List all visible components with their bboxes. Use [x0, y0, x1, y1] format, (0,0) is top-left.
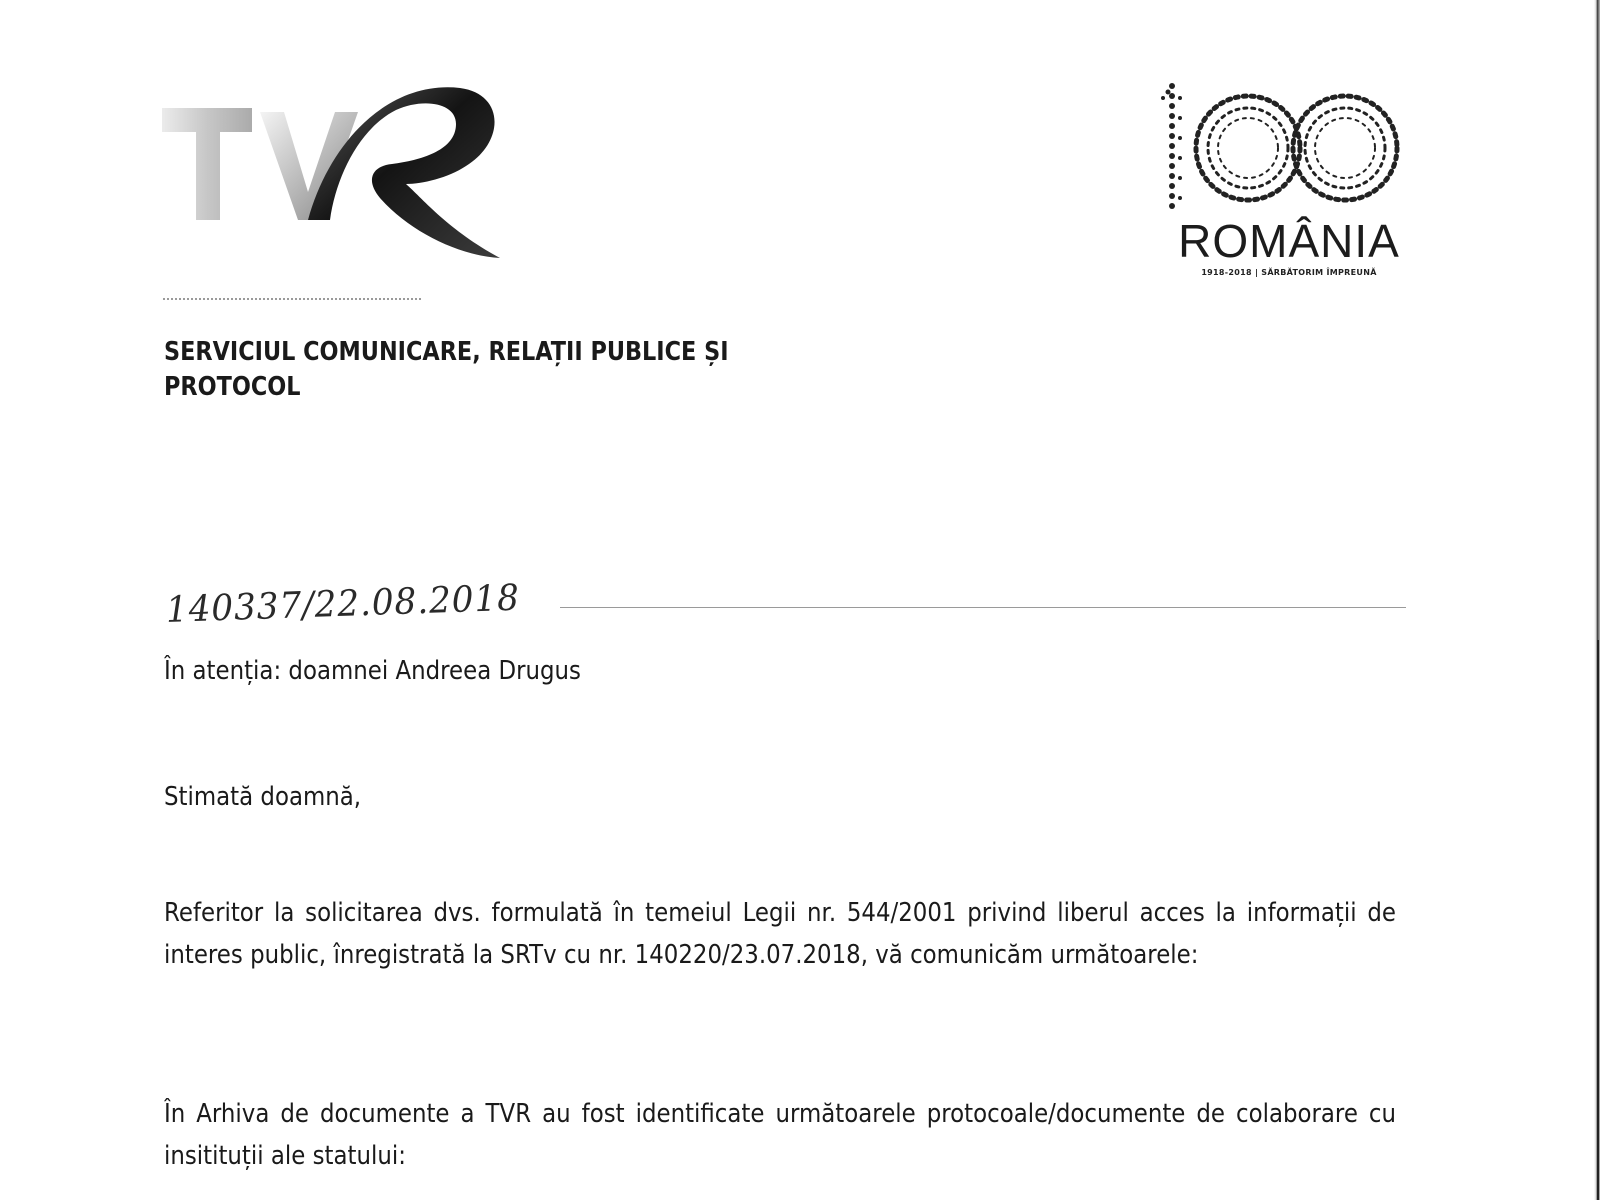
attention-line: În atenția: doamnei Andreea Drugus — [164, 656, 581, 686]
tvr-logo-icon — [160, 80, 520, 270]
body-paragraph-2: În Arhiva de documente a TVR au fost identificate următoarele protocoale/documente de colaborare cu insitituții ale statului: — [164, 1099, 1396, 1171]
romania-logo-word: ROMÂNIA — [1178, 215, 1400, 267]
handwritten-registration-number: 140337/22.08.2018 — [165, 577, 521, 631]
registration-line — [560, 607, 1406, 608]
department-title: SERVICIUL COMUNICARE, RELAȚII PUBLICE ȘI PROTOCOL — [164, 337, 729, 402]
salutation: Stimată doamnă, — [164, 782, 362, 812]
header-divider — [163, 298, 421, 300]
body-paragraph-1: Referitor la solicitarea dvs. formulată în temeiul Legii nr. 544/2001 privind liberul acces la informații de interes public, înregistrată la SRTv cu nr. 140220/23.07.2018, vă comunicăm următoarele: — [164, 898, 1396, 970]
scan-edge-line — [1597, 640, 1599, 1200]
romania-logo-tagline: 1918-2018 | SĂRBĂTORIM ÎMPREUNĂ — [1201, 268, 1377, 277]
